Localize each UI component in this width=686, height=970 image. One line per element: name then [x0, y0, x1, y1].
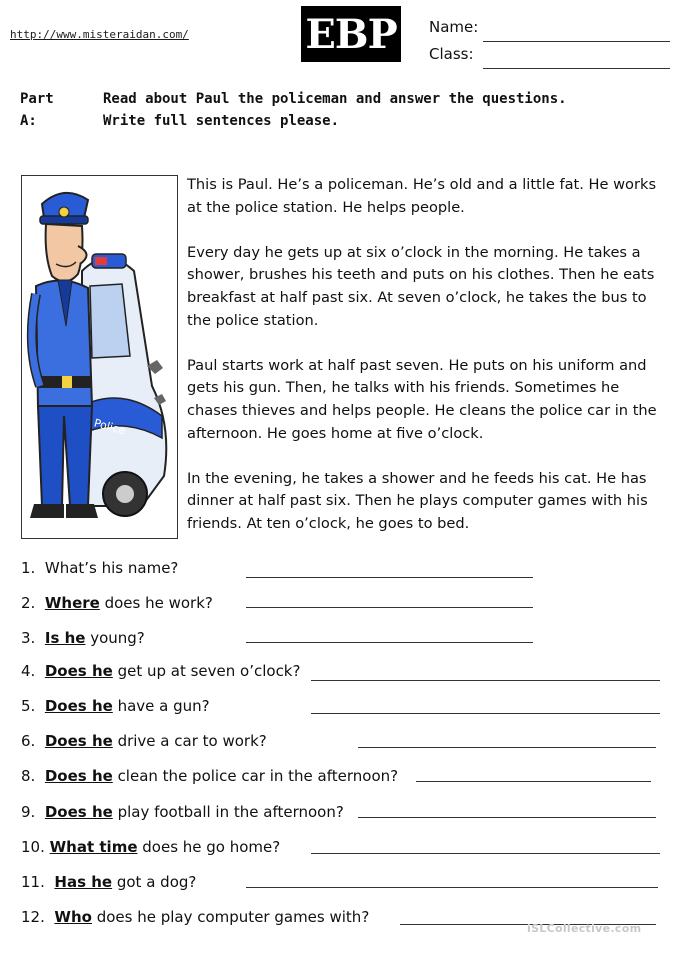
- question-6: [21, 732, 267, 750]
- story-paragraph: In the evening, he takes a shower and he feeds his cat. He has dinner at half past six. Then he plays computer games with his friends. At ten o’clock, he goes to bed.: [187, 469, 648, 532]
- question-text: does he go home?: [137, 838, 281, 856]
- instructions-line-2: Write full sentences please.: [103, 113, 340, 129]
- answer-line-1[interactable]: [246, 577, 533, 578]
- policeman-picture: [21, 175, 178, 539]
- question-10: [21, 838, 280, 856]
- question-text: get up at seven o’clock?: [112, 662, 301, 680]
- question-3: [21, 629, 145, 647]
- question-keyword: Does he: [44, 732, 113, 750]
- ebp-logo: EBP: [301, 6, 401, 62]
- story-text: [187, 174, 672, 558]
- part-label: Part A:: [20, 91, 54, 129]
- question-1: [21, 559, 178, 577]
- answer-line-6[interactable]: [358, 747, 656, 748]
- question-text: have a gun?: [112, 697, 210, 715]
- islcollective-watermark: iSLCollective.com: [527, 922, 642, 935]
- story-paragraph: This is Paul. He’s a policeman. He’s old and a little fat. He works at the police station. He helps people.: [187, 176, 657, 216]
- question-keyword: What time: [49, 838, 138, 856]
- question-number: 12.: [21, 908, 45, 926]
- question-9: [21, 803, 344, 821]
- story-paragraph: Paul starts work at half past seven. He puts on his uniform and gets his gun. Then, he talks with his friends. Sometimes he chases thieves and helps people. He cleans the police car in the afternoon. He goes home at five o’clock.: [187, 356, 657, 442]
- question-number: 8.: [21, 767, 36, 785]
- question-5: [21, 697, 210, 715]
- question-number: 6.: [21, 732, 36, 750]
- question-keyword: Does he: [44, 767, 113, 785]
- question-number: 1.: [21, 559, 36, 577]
- class-label: Class:: [429, 45, 474, 63]
- question-number: 9.: [21, 803, 36, 821]
- question-2: [21, 594, 213, 612]
- question-text: clean the police car in the afternoon?: [112, 767, 399, 785]
- policeman-with-police-car-icon: [22, 176, 177, 538]
- name-label: Name:: [429, 18, 479, 36]
- question-keyword: Who: [54, 908, 92, 926]
- website-url[interactable]: http://www.misteraidan.com/: [10, 28, 189, 41]
- question-keyword: Is he: [44, 629, 86, 647]
- class-answer-line[interactable]: [483, 68, 670, 69]
- question-number: 10.: [21, 838, 45, 856]
- question-11: [21, 873, 196, 891]
- question-12: [21, 908, 369, 926]
- question-number: 11.: [21, 873, 45, 891]
- question-keyword: Has he: [54, 873, 113, 891]
- question-text: young?: [85, 629, 145, 647]
- question-text: What’s his name?: [44, 559, 179, 577]
- answer-line-4[interactable]: [311, 680, 660, 681]
- instructions-text: [103, 88, 623, 132]
- question-keyword: Does he: [44, 697, 113, 715]
- answer-line-2[interactable]: [246, 607, 533, 608]
- question-text: does he work?: [99, 594, 213, 612]
- answer-line-11[interactable]: [246, 887, 658, 888]
- question-text: play football in the afternoon?: [112, 803, 344, 821]
- answer-line-8[interactable]: [416, 781, 651, 782]
- answer-line-9[interactable]: [358, 817, 656, 818]
- question-text: does he play computer games with?: [91, 908, 370, 926]
- answer-line-10[interactable]: [311, 853, 660, 854]
- question-number: 5.: [21, 697, 36, 715]
- question-number: 4.: [21, 662, 36, 680]
- question-8: [21, 767, 398, 785]
- police-car-lettering: Police: [92, 416, 127, 438]
- question-text: drive a car to work?: [112, 732, 267, 750]
- name-answer-line[interactable]: [483, 41, 670, 42]
- answer-line-5[interactable]: [311, 713, 660, 714]
- question-keyword: Does he: [44, 662, 113, 680]
- answer-line-3[interactable]: [246, 642, 533, 643]
- question-4: [21, 662, 300, 680]
- instructions-line-1: Read about Paul the policeman and answer the questions.: [103, 91, 567, 107]
- question-keyword: Does he: [44, 803, 113, 821]
- story-paragraph: Every day he gets up at six o’clock in the morning. He takes a shower, brushes his teeth and puts on his clothes. Then he eats breakfast at half past six. At seven o’clock, he takes the bus to the police station.: [187, 243, 655, 329]
- question-keyword: Where: [44, 594, 100, 612]
- question-number: 3.: [21, 629, 36, 647]
- question-text: got a dog?: [112, 873, 197, 891]
- question-number: 2.: [21, 594, 36, 612]
